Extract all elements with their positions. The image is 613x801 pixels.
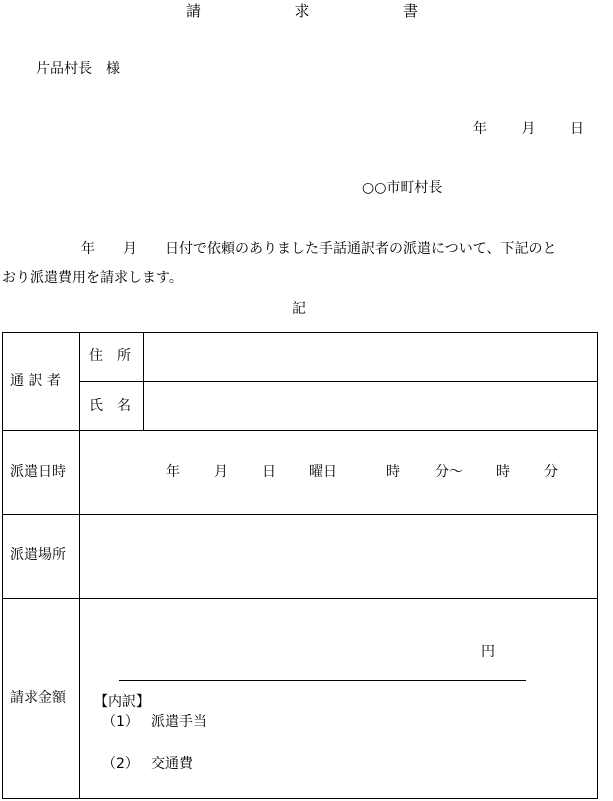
address-label: 住 所 (89, 348, 131, 364)
breakdown-item-label: 派遣手当 (151, 714, 207, 730)
date-month-label: 月 (521, 121, 536, 137)
title-char: 請 (186, 2, 202, 20)
address-value[interactable] (152, 348, 592, 368)
row-divider-amount (2, 598, 598, 599)
breakdown-item-number: （1） (102, 714, 139, 730)
row-divider-datetime (2, 430, 598, 431)
row-divider-place (2, 514, 598, 515)
place-label: 派遣場所 (10, 547, 66, 563)
datetime-end-minute: 分 (544, 464, 558, 480)
body-line-2: おり派遣費用を請求します。 (2, 270, 183, 286)
document-title (186, 2, 418, 20)
amount-label: 請求金額 (10, 690, 66, 706)
datetime-weekday: 曜日 (309, 464, 337, 480)
datetime-end-hour: 時 (496, 464, 510, 480)
datetime-year: 年 (166, 464, 180, 480)
name-value[interactable] (152, 398, 592, 418)
ki-heading: 記 (292, 301, 306, 317)
table-border-right (597, 332, 598, 799)
table-border-left (2, 332, 3, 799)
datetime-label: 派遣日時 (10, 464, 66, 480)
yen-unit: 円 (481, 644, 495, 660)
place-value[interactable] (88, 547, 588, 567)
breakdown-item-number: （2） (102, 756, 139, 772)
issuer: ○○市町村長 (362, 180, 443, 196)
datetime-day: 日 (262, 464, 276, 480)
datetime-month: 月 (214, 464, 228, 480)
breakdown-item-label: 交通費 (151, 756, 193, 772)
date-year-label: 年 (473, 121, 487, 137)
label-column-divider (79, 332, 80, 799)
address-name-divider (79, 381, 598, 382)
amount-underline (119, 680, 526, 681)
date-line (473, 121, 584, 138)
name-label: 氏 名 (89, 398, 131, 414)
breakdown-title: 【内訳】 (94, 694, 150, 710)
datetime-start-minute: 分〜 (435, 464, 463, 480)
recipient: 片品村長 様 (36, 61, 120, 77)
table-border-top (2, 332, 598, 333)
date-day-label: 日 (570, 121, 584, 137)
title-char: 書 (402, 2, 418, 20)
datetime-start-hour: 時 (386, 464, 400, 480)
title-char: 求 (294, 2, 310, 20)
table-border-bottom (2, 798, 598, 799)
interpreter-label: 通 訳 者 (10, 373, 61, 389)
body-line-1: 年 月 日付で依頼のありました手話通訳者の派遣について、下記のと (81, 241, 557, 257)
